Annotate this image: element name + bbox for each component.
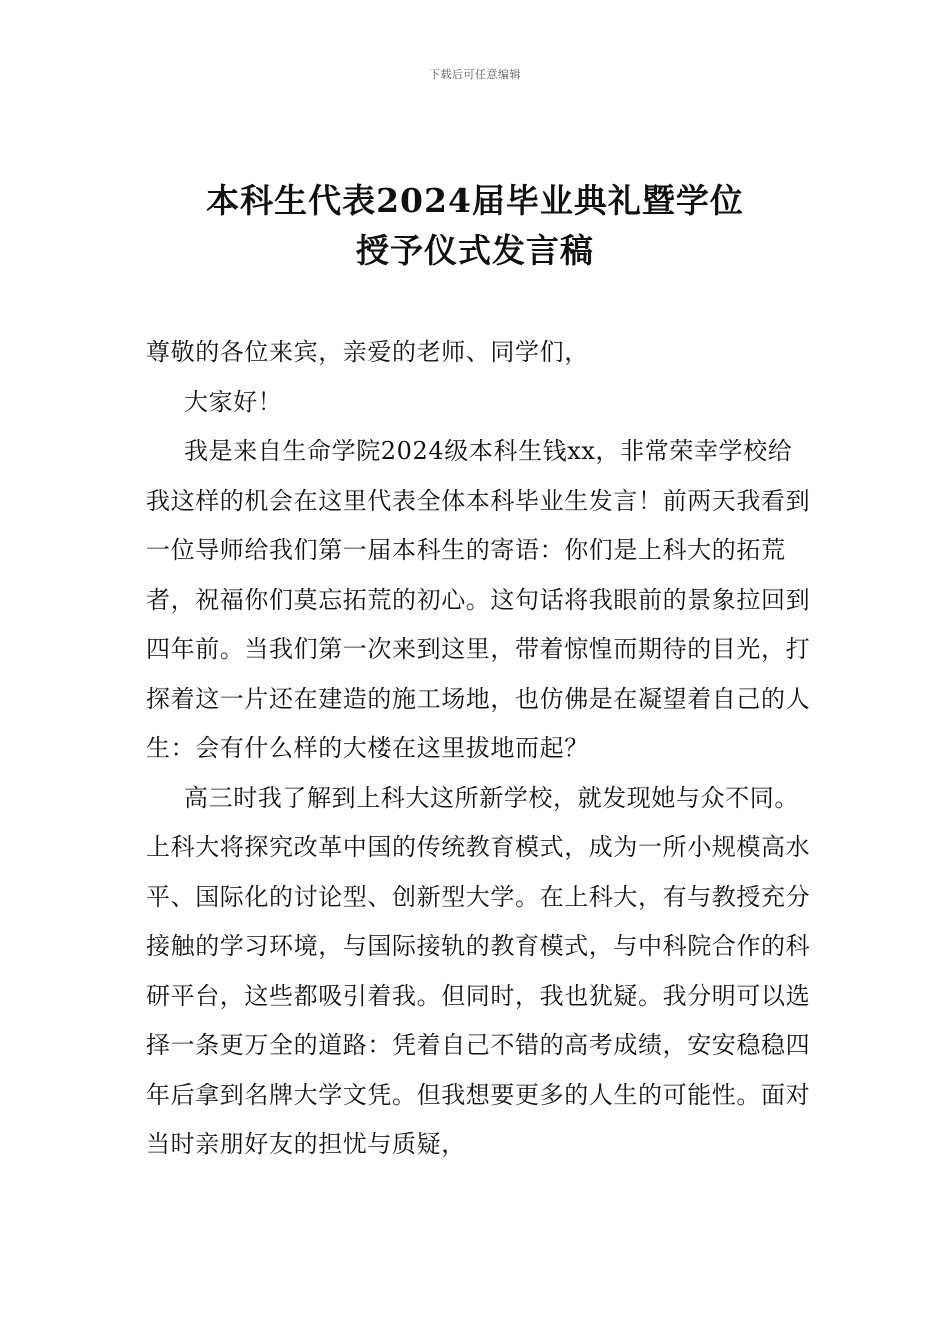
paragraph-choice: 高三时我了解到上科大这所新学校，就发现她与众不同。上科大将探究改革中国的传统教育模式，成为一所小规模高水平、国际化的讨论型、创新型大学。在上科大，有与教授充分接触的学习环境，与国际接轨的教育模式，与中科院合作的科研平台，这些都吸引着我。但同时，我也犹疑。我分明可以选择一条更万全的道路：凭着自己不错的高考成绩，安安稳稳四年后拿到名牌大学文凭。但我想要更多的人生的可能性。面对当时亲朋好友的担忧与质疑， — [146, 783, 811, 1158]
document-title — [0, 176, 950, 276]
paragraph-intro: 我是来自生命学院2024级本科生钱xx，非常荣幸学校给我这样的机会在这里代表全体本科毕业生发言！前两天我看到一位导师给我们第一届本科生的寄语：你们是上科大的拓荒者，祝福你们莫忘拓荒的初心。这句话将我眼前的景象拉回到四年前。当我们第一次来到这里，带着惊惶而期待的目光，打探着这一片还在建造的施工场地，也仿佛是在凝望着自己的人生：会有什么样的大楼在这里拔地而起？ — [146, 437, 811, 762]
header-note: 下载后可任意编辑 — [429, 68, 521, 81]
document-body — [146, 328, 816, 1170]
salutation: 尊敬的各位来宾，亲爱的老师、同学们， — [146, 338, 589, 366]
greeting: 大家好！ — [184, 387, 283, 416]
title-line-1: 本科生代表2024届毕业典礼暨学位 — [206, 181, 744, 220]
title-line-2: 授予仪式发言稿 — [356, 231, 594, 270]
